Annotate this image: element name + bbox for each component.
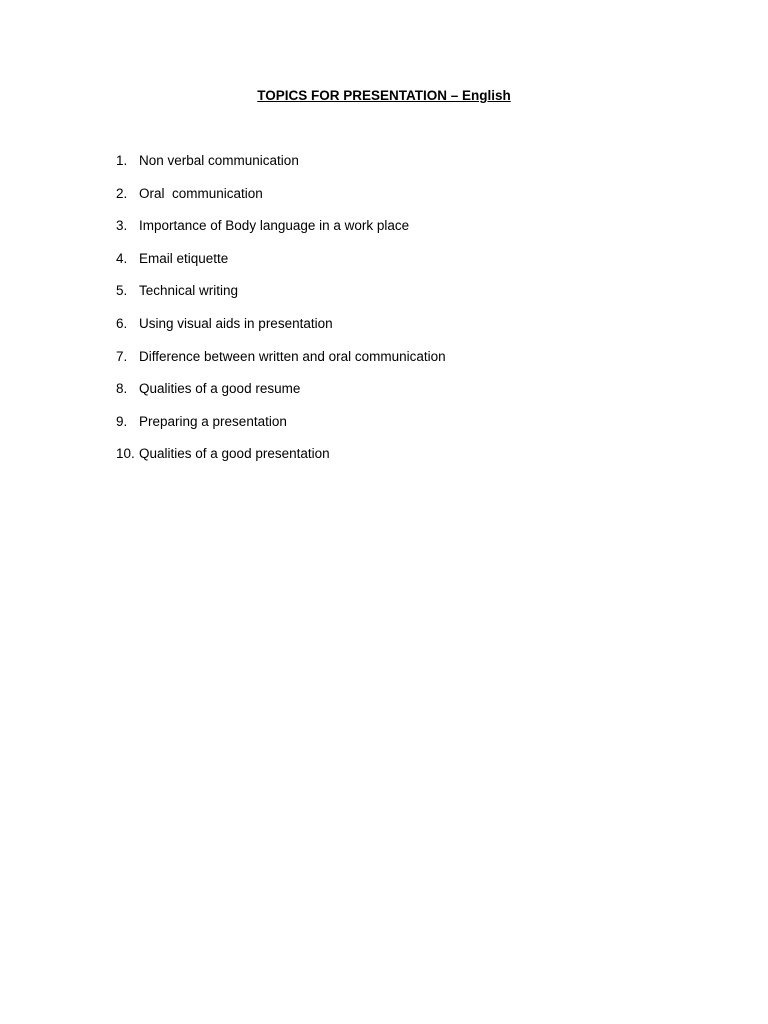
list-item-number: 1. bbox=[116, 153, 128, 168]
list-item-number: 5. bbox=[116, 283, 128, 299]
list-item bbox=[116, 217, 410, 250]
list-item-text: Preparing a presentation bbox=[139, 413, 287, 429]
list-item bbox=[116, 445, 330, 478]
list-item-text: Difference between written and oral communication bbox=[139, 348, 446, 364]
list-item-number: 3. bbox=[116, 218, 128, 234]
list-item bbox=[116, 315, 333, 348]
list-item-text: Technical writing bbox=[139, 283, 239, 299]
list-item bbox=[116, 282, 239, 315]
list-item-number: 2. bbox=[116, 185, 128, 201]
list-item bbox=[116, 250, 229, 283]
list-item-text: Oral communication bbox=[139, 185, 263, 201]
page-title: TOPICS FOR PRESENTATION – English bbox=[257, 88, 511, 103]
list-item bbox=[116, 152, 299, 185]
list-item bbox=[116, 348, 446, 381]
list-item-number: 9. bbox=[116, 413, 128, 429]
list-item-text: Qualities of a good resume bbox=[139, 381, 301, 397]
list-item bbox=[116, 380, 301, 413]
list-item bbox=[116, 185, 263, 218]
list-item-text: Email etiquette bbox=[139, 250, 229, 266]
list-item-text: Qualities of a good presentation bbox=[139, 446, 330, 462]
list-item-number: 7. bbox=[116, 348, 128, 364]
list-item-number: 8. bbox=[116, 381, 128, 397]
topic-list bbox=[116, 152, 446, 478]
list-item-number: 6. bbox=[116, 315, 128, 331]
list-item-text: Importance of Body language in a work place bbox=[139, 218, 410, 234]
list-item-number: 10. bbox=[116, 446, 135, 462]
list-item-number: 4. bbox=[116, 250, 128, 266]
list-item-text: Using visual aids in presentation bbox=[139, 315, 333, 331]
list-item-text: Non verbal communication bbox=[139, 153, 299, 168]
list-item bbox=[116, 413, 287, 446]
